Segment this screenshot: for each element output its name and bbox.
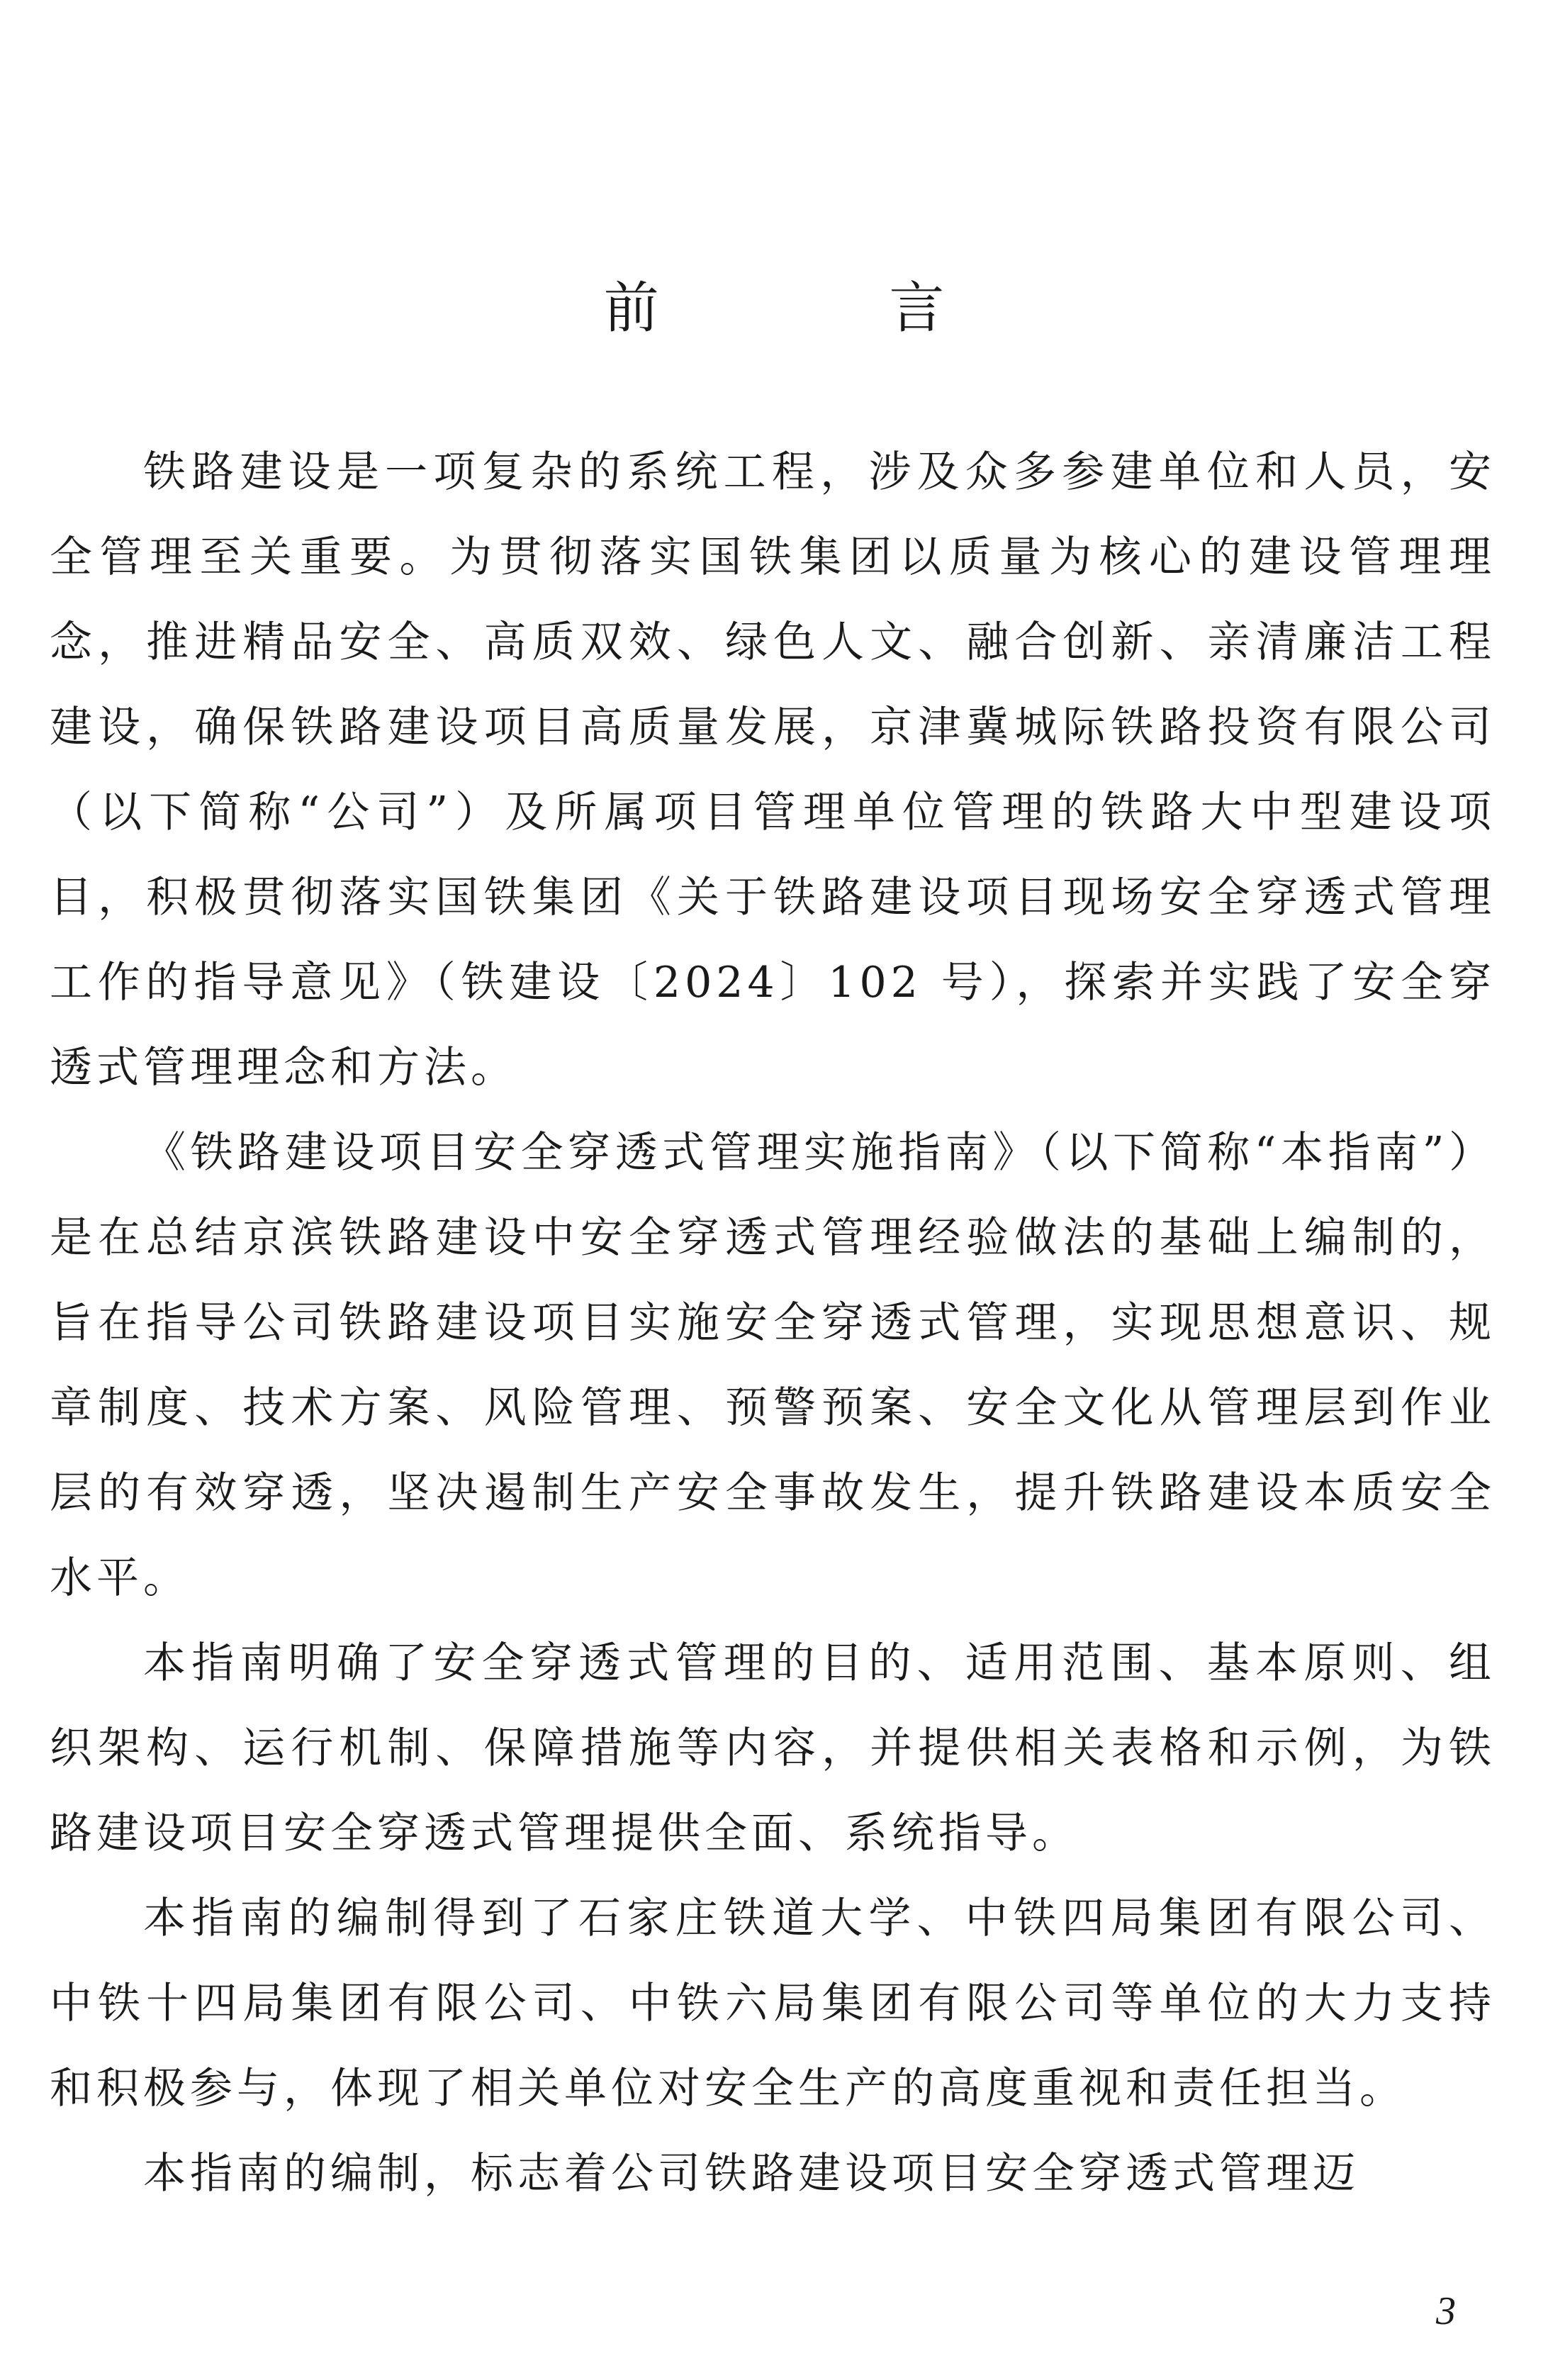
paragraph-2: 《铁路建设项目安全穿透式管理实施指南》（以下简称“本指南”）是在总结京滨铁路建设中安全穿透式管理经验做法的基础上编制的，旨在指导公司铁路建设项目实施安全穿透式管理，实现思想意识、规章制度、技术方案、风险管理、预警预案、安全文化从管理层到作业层的有效穿透，坚决遏制生产安全事故发生，提升铁路建设本质安全水平。 [50, 1128, 1496, 1603]
body-text [50, 430, 1496, 2216]
page-number: 3 [1436, 2289, 1456, 2333]
page-title: 前 言 [603, 276, 1051, 340]
paragraph-1: 铁路建设是一项复杂的系统工程，涉及众多参建单位和人员，安全管理至关重要。为贯彻落实国铁集团以质量为核心的建设管理理念，推进精品安全、高质双效、绿色人文、融合创新、亲清廉洁工程建设，确保铁路建设项目高质量发展，京津冀城际铁路投资有限公司（以下简称“公司”）及所属项目管理单位管理的铁路大中型建设项目，积极贯彻落实国铁集团《关于铁路建设项目现场安全穿透式管理工作的指导意见》（铁建设〔2024〕102 号），探索并实践了安全穿透式管理理念和方法。 [50, 447, 1496, 1093]
paragraph-3: 本指南明确了安全穿透式管理的目的、适用范围、基本原则、组织架构、运行机制、保障措施等内容，并提供相关表格和示例，为铁路建设项目安全穿透式管理提供全面、系统指导。 [50, 1638, 1496, 1858]
paragraph-4: 本指南的编制得到了石家庄铁道大学、中铁四局集团有限公司、中铁十四局集团有限公司、中铁六局集团有限公司等单位的大力支持和积极参与，体现了相关单位对安全生产的高度重视和责任担当。 [50, 1894, 1496, 2113]
paragraph-5: 本指南的编制，标志着公司铁路建设项目安全穿透式管理迈 [143, 2149, 1359, 2199]
